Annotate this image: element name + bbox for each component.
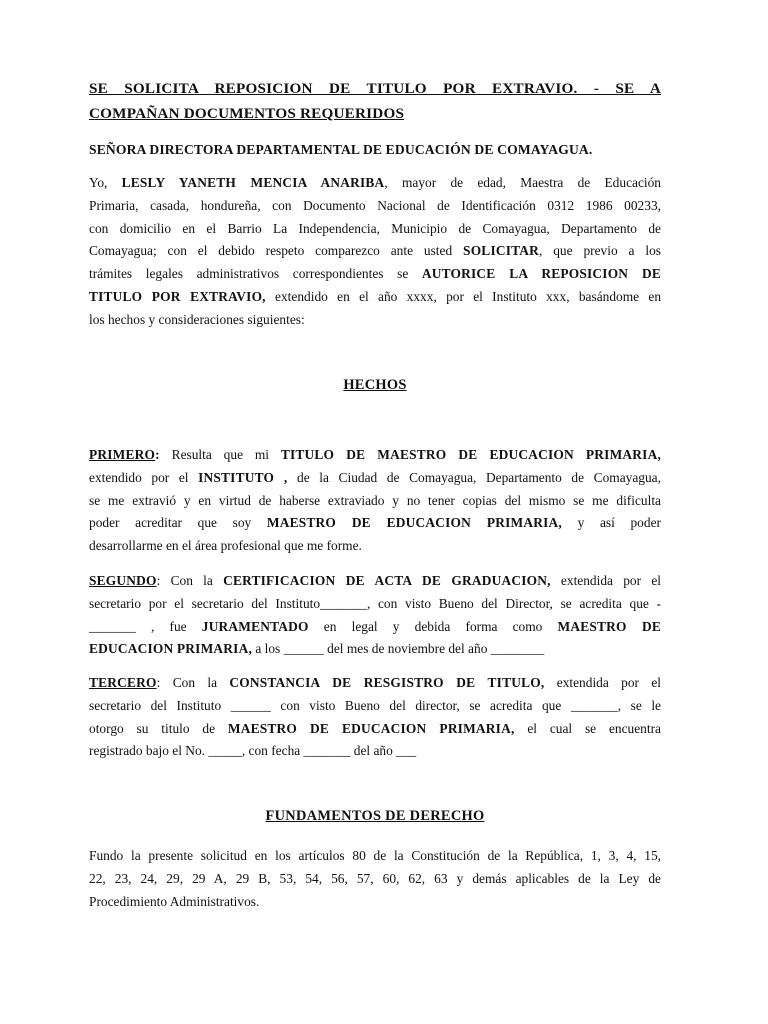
fundamentos-paragraph: Fundo la presente solicitud en los artículos 80 de la Constitución de la República, 1, 3, 4, 15, 22, 23, 24, 29, 29 A, 29 B, 53, 54, 56, 57, 60, 62, 63 y demás aplicables de la Ley de Procedimiento Administrativos. <box>89 848 661 909</box>
title-line-1: SE SOLICITA REPOSICION DE TITULO POR EXTRAVIO. - SE A <box>89 80 661 97</box>
intro-paragraph: Yo, LESLY YANETH MENCIA ANARIBA, mayor de edad, Maestra de Educación Primaria, casada, hondureña, con Documento Nacional de Identificación 0312 1986 00233, con domicilio en el Barrio La Independencia, Municipio de Comayagua, Departamento de Comayagua; con el debido respeto comparezco ante usted SOLICITAR, que previo a los trámites legales administrativos correspondientes se AUTORICE LA REPOSICION DE TITULO POR EXTRAVIO, extendido en el año xxxx, por el Instituto xxx, basándome en los hechos y consideraciones siguientes: <box>89 175 662 327</box>
segundo-paragraph: SEGUNDO: Con la CERTIFICACION DE ACTA DE GRADUACION, extendida por el secretario por el secretario del Instituto_______, con visto Bueno del Director, se acredita que - _______ , fue JURAMENTADO en legal y debida forma como MAESTRO DE EDUCACION PRIMARIA, a los ______ del mes de noviembre del año ________ <box>89 573 662 657</box>
primero-paragraph: PRIMERO: Resulta que mi TITULO DE MAESTRO DE EDUCACION PRIMARIA, extendido por el INSTITUTO , de la Ciudad de Comayagua, Departamento de Comayagua, se me extravió y en virtud de haberse extraviado y no tener copias del mismo se me dificulta poder acreditar que soy MAESTRO DE EDUCACION PRIMARIA, y así poder desarrollarme en el área profesional que me forme. <box>89 447 661 554</box>
segundo-label: SEGUNDO <box>89 573 157 588</box>
title-line-2: COMPAÑAN DOCUMENTOS REQUERIDOS <box>89 105 405 122</box>
hechos-heading: HECHOS <box>343 377 407 393</box>
petitioner-name: LESLY YANETH MENCIA ANARIBA <box>121 175 385 190</box>
tercero-paragraph: TERCERO: Con la CONSTANCIA DE RESGISTRO DE TITULO, extendida por el secretario del Instituto ______ con visto Bueno del director, se acredita que _______, se le otorgo su titulo de MAESTRO DE EDUCACION PRIMARIA, el cual se encuentra registrado bajo el No. _____, con fecha _______ del año ___ <box>89 675 662 759</box>
document-title <box>89 76 661 126</box>
addressee-line: SEÑORA DIRECTORA DEPARTAMENTAL DE EDUCACIÓN DE COMAYAGUA. <box>89 142 593 157</box>
primero-label: PRIMERO <box>89 447 156 462</box>
fundamentos-heading: FUNDAMENTOS DE DERECHO <box>265 808 485 824</box>
tercero-label: TERCERO <box>89 675 157 690</box>
